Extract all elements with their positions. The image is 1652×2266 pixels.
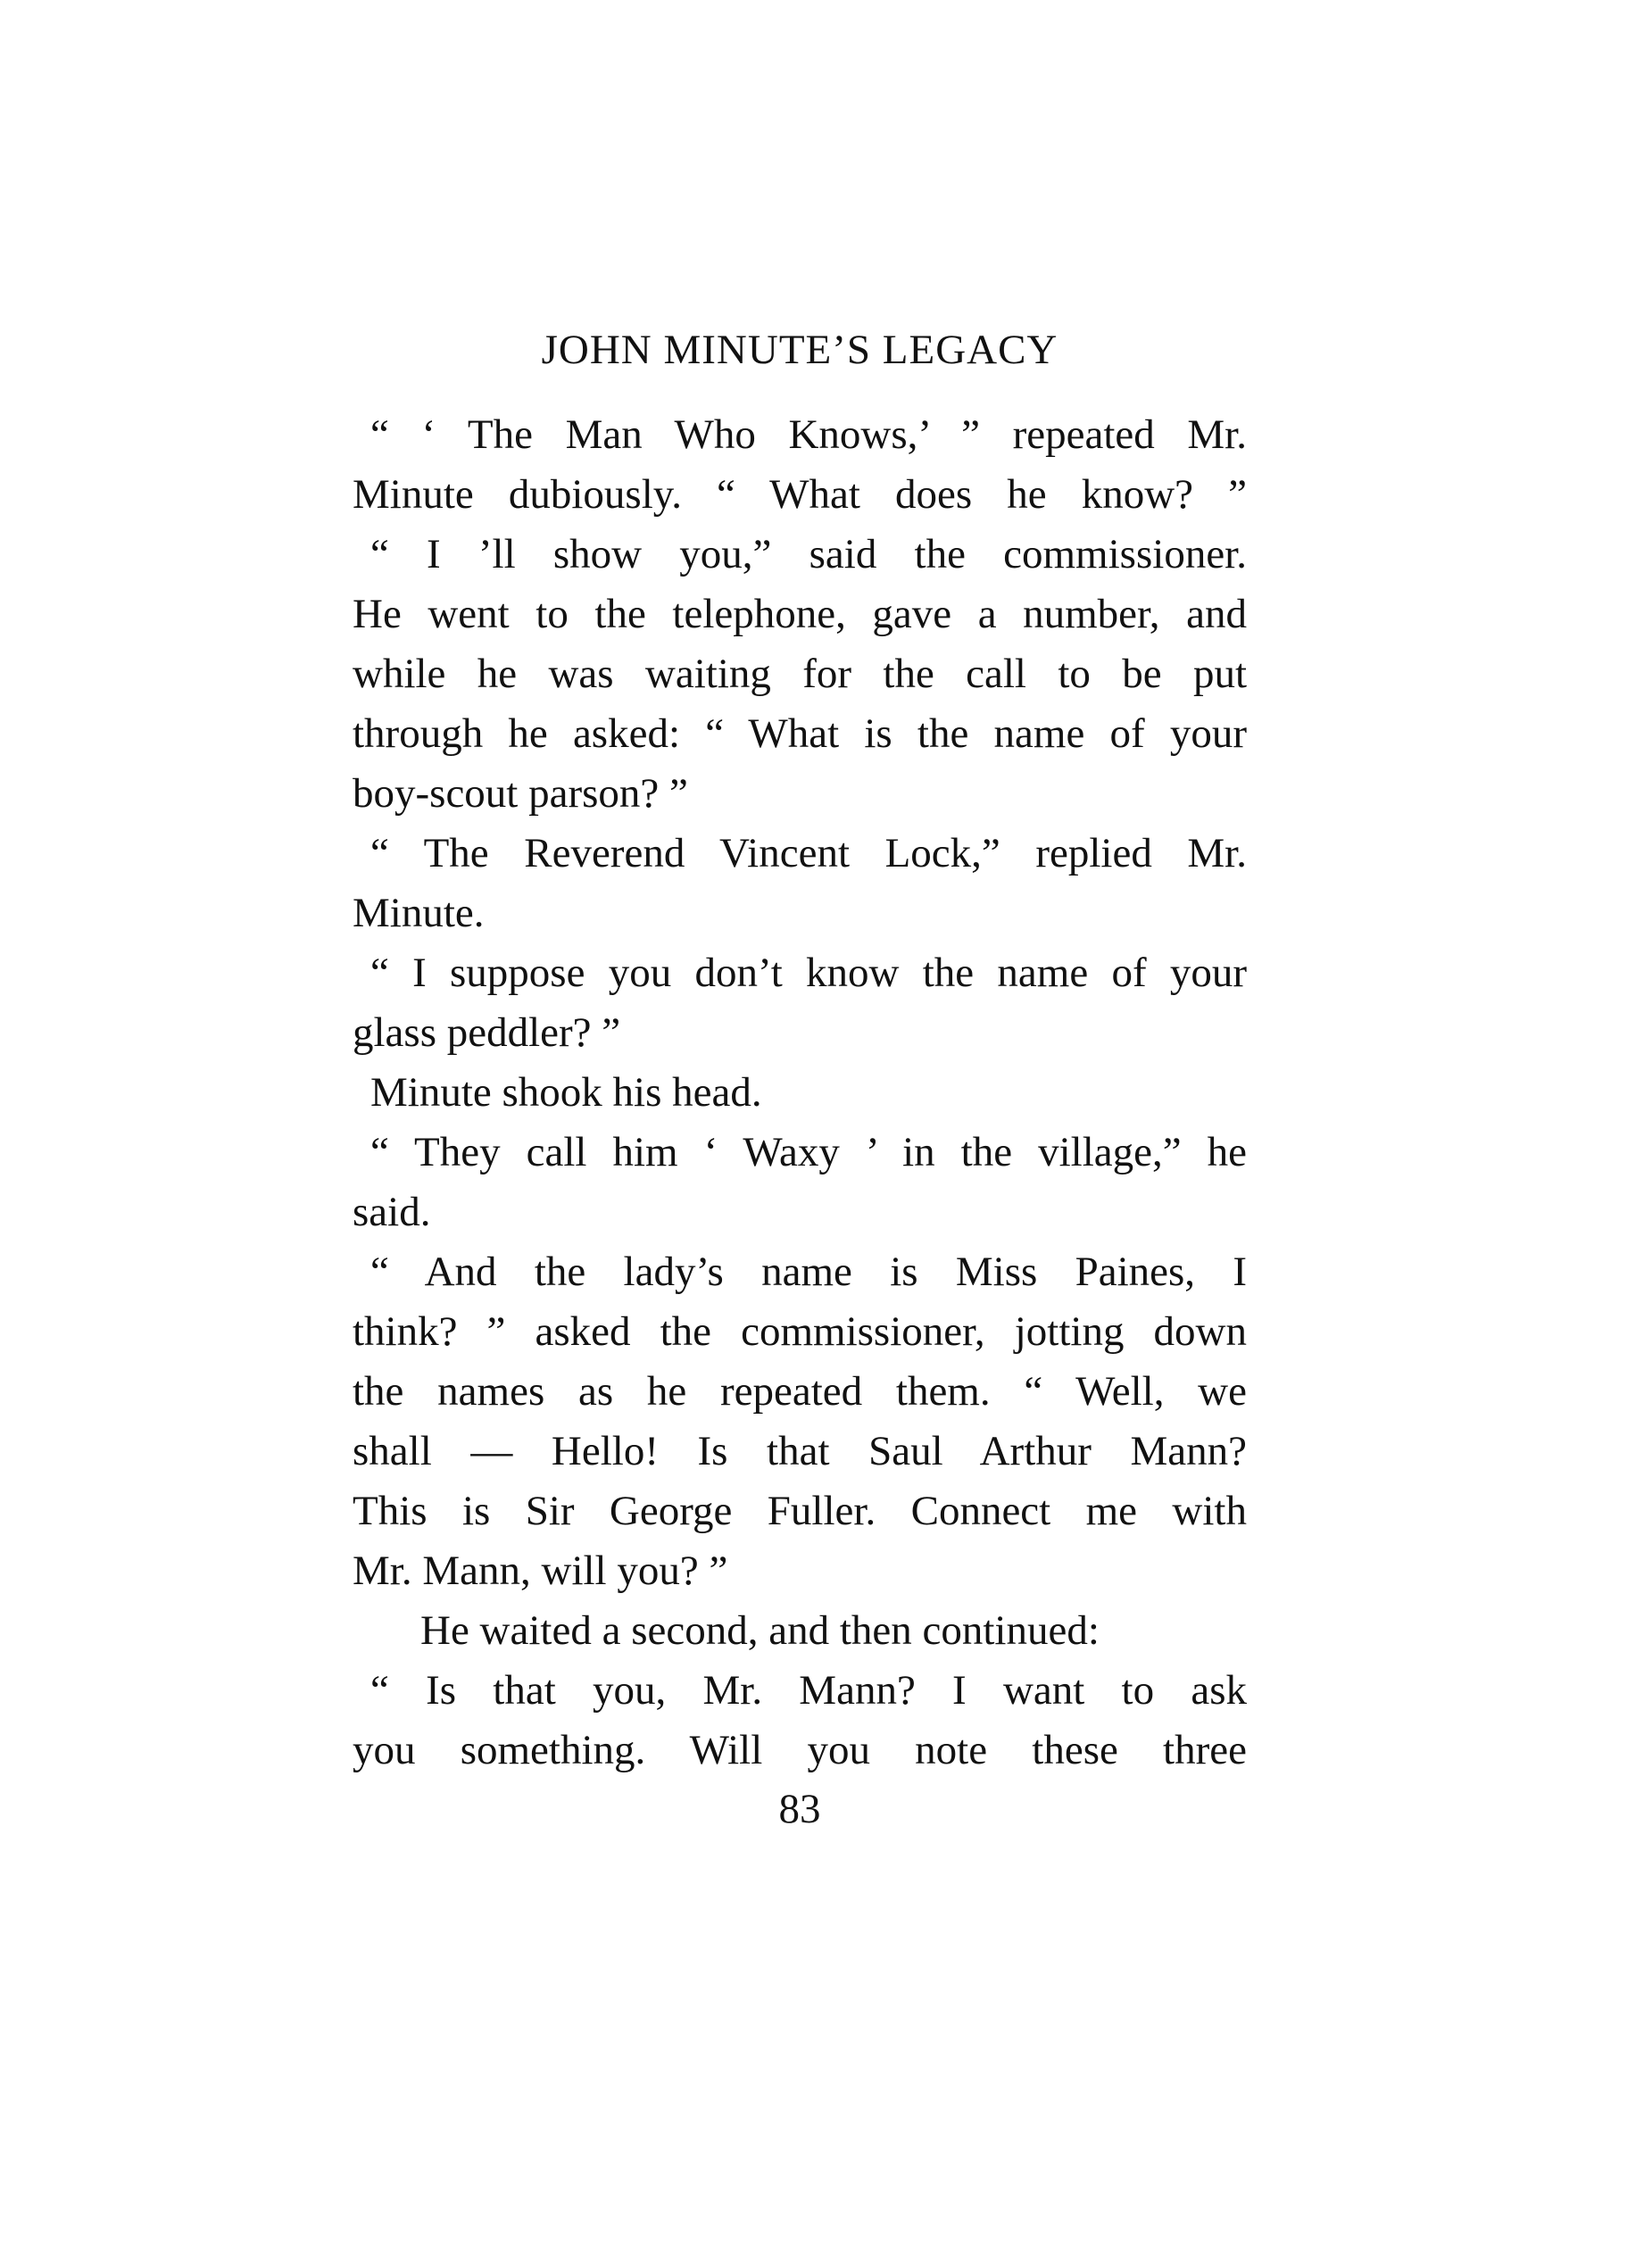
text-line: through he asked: “ What is the name of your (353, 710, 1247, 757)
body-text (353, 405, 1247, 1780)
text-line: think? ” asked the commissioner, jotting down (353, 1308, 1247, 1355)
text-line: Minute shook his head. (370, 1069, 762, 1116)
text-line: He waited a second, and then continued: (420, 1607, 1100, 1654)
text-line: shall — Hello! Is that Saul Arthur Mann? (353, 1428, 1247, 1474)
text-line: said. (353, 1189, 431, 1235)
text-line: you something. Will you note these three (353, 1727, 1247, 1773)
text-line: He went to the telephone, gave a number, and (353, 591, 1247, 637)
running-header: JOHN MINUTE’S LEGACY (541, 327, 1058, 373)
text-line: Mr. Mann, will you? ” (353, 1548, 728, 1594)
text-line: glass peddler? ” (353, 1009, 621, 1056)
text-line: This is Sir George Fuller. Connect me with (353, 1488, 1247, 1534)
text-line: the names as he repeated them. “ Well, we (353, 1368, 1247, 1415)
text-line: “ Is that you, Mr. Mann? I want to ask (370, 1667, 1247, 1714)
text-line: boy-scout parson? ” (353, 770, 688, 817)
text-line: “ I ’ll show you,” said the commissioner. (370, 531, 1247, 577)
text-line: Minute. (353, 890, 485, 936)
text-line: while he was waiting for the call to be put (353, 651, 1247, 697)
text-line: “ The Reverend Vincent Lock,” replied Mr. (370, 830, 1247, 876)
page-number: 83 (778, 1786, 821, 1832)
text-line: “ They call him ‘ Waxy ’ in the village,” he (370, 1129, 1247, 1175)
text-line: “ I suppose you don’t know the name of your (370, 950, 1247, 996)
text-line: “ ‘ The Man Who Knows,’ ” repeated Mr. (370, 411, 1247, 458)
text-line: Minute dubiously. “ What does he know? ” (353, 471, 1247, 518)
text-line: “ And the lady’s name is Miss Paines, I (370, 1249, 1247, 1295)
